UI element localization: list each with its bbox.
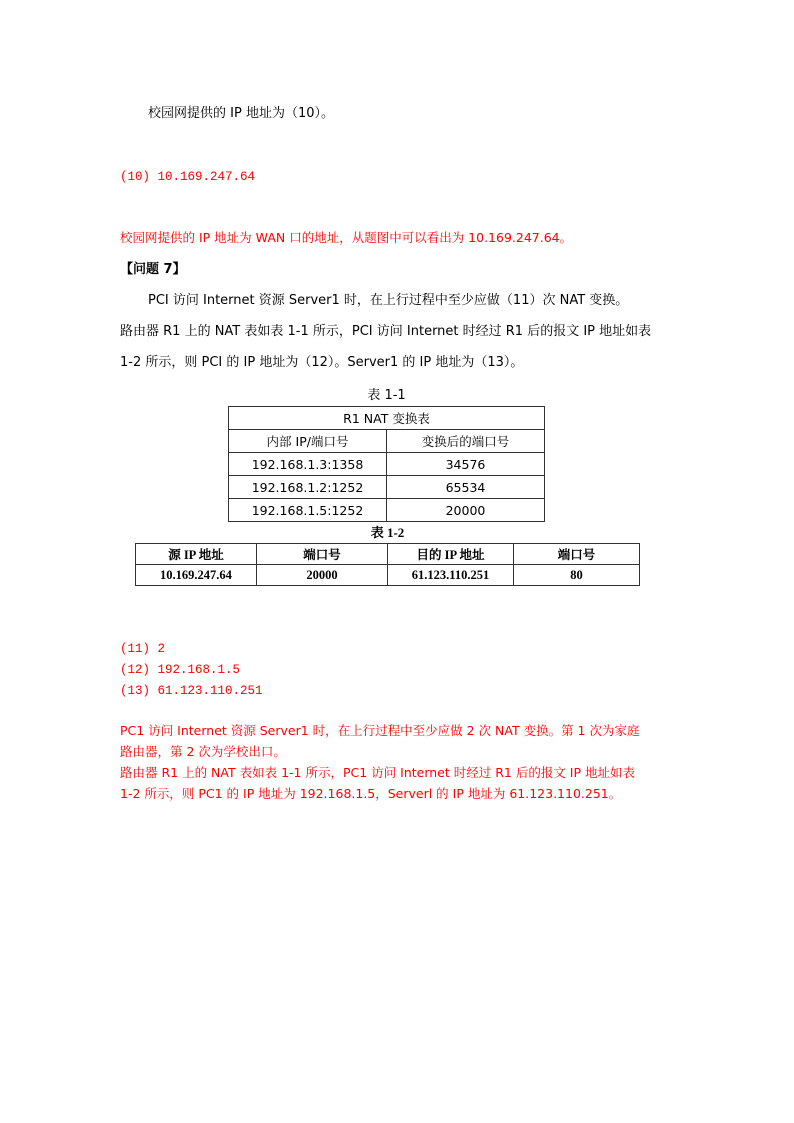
table-cell: 65534 [387,476,545,499]
table-cell: 80 [513,565,639,586]
table-title: R1 NAT 变换表 [229,407,545,430]
question-7-explanation-line: 路由器，第 2 次为学校出口。 [120,744,286,759]
header-cell: 目的 IP 地址 [387,544,513,565]
table-1-1-caption: 表 1-1 [367,388,406,403]
table-cell: 20000 [387,499,545,522]
table-row [229,476,545,499]
table-1-2-caption: 表 1-2 [370,525,405,540]
question-7-heading: 【问题 7】 [120,262,186,277]
question-7-prompt-line: 路由器 R1 上的 NAT 表如表 1-1 所示，PCI 访问 Internet 时经过 R1 后的报文 IP 地址如表 [120,324,652,339]
answer-13: (13) 61.123.110.251 [120,684,263,698]
table-cell: 192.168.1.5:1252 [229,499,387,522]
question-10-prompt: 校园网提供的 IP 地址为（10）。 [148,106,334,121]
header-cell: 源 IP 地址 [136,544,257,565]
packet-address-table [135,543,640,586]
header-cell: 端口号 [256,544,387,565]
header-cell: 变换后的端口号 [387,430,545,453]
nat-translation-table [228,406,545,522]
question-10-explanation: 校园网提供的 IP 地址为 WAN 口的地址，从题图中可以看出为 10.169.247.64。 [120,230,573,245]
table-row [229,499,545,522]
question-7-explanation-line: 1-2 所示，则 PC1 的 IP 地址为 192.168.1.5，Serverl 的 IP 地址为 61.123.110.251。 [120,786,622,801]
header-cell: 内部 IP/端口号 [229,430,387,453]
table-cell: 10.169.247.64 [136,565,257,586]
question-7-explanation-line: 路由器 R1 上的 NAT 表如表 1-1 所示，PC1 访问 Internet 时经过 R1 后的报文 IP 地址如表 [120,765,635,780]
question-7-prompt-line: PCI 访问 Internet 资源 Server1 时，在上行过程中至少应做（11）次 NAT 变换。 [148,293,629,308]
question-7-prompt-line: 1-2 所示，则 PCI 的 IP 地址为（12）。Server1 的 IP 地址为（13）。 [120,355,524,370]
table-cell: 192.168.1.3:1358 [229,453,387,476]
question-10-answer: (10) 10.169.247.64 [120,170,256,184]
question-7-explanation-line: PC1 访问 Internet 资源 Server1 时，在上行过程中至少应做 2 次 NAT 变换。第 1 次为家庭 [120,723,640,738]
table-cell: 34576 [387,453,545,476]
header-cell: 端口号 [513,544,639,565]
table-cell: 192.168.1.2:1252 [229,476,387,499]
table-row [136,565,640,586]
answer-12: (12) 192.168.1.5 [120,663,241,677]
table-row [229,453,545,476]
table-cell: 20000 [256,565,387,586]
answer-11: (11) 2 [120,642,166,656]
table-cell: 61.123.110.251 [387,565,513,586]
